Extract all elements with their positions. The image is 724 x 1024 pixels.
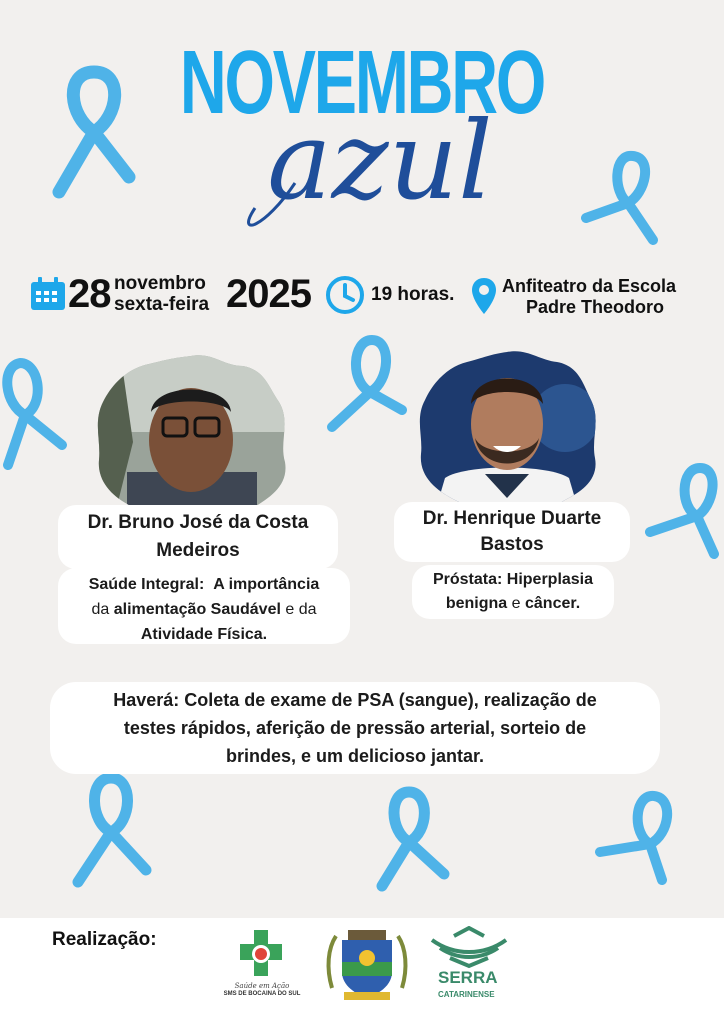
- speaker-name-henrique: [394, 502, 630, 562]
- location-pin-icon: [470, 276, 498, 316]
- speaker-name-line: Bastos: [480, 534, 544, 555]
- topic-bold: benigna: [445, 595, 508, 612]
- note-line: testes rápidos, aferição de pressão arterial, sorteio de: [123, 718, 587, 738]
- calendar-icon: [30, 277, 66, 311]
- ribbon-icon: [642, 460, 724, 560]
- talk-topic-line: Atividade Física.: [140, 626, 268, 643]
- catarinense-logo-text: CATARINENSE: [438, 990, 495, 999]
- event-weekday: sexta-feira: [114, 294, 210, 315]
- speaker-name-line: Medeiros: [156, 540, 240, 561]
- realizacao-label: Realização:: [52, 929, 157, 950]
- event-activities-note: [50, 682, 660, 774]
- speaker-photo-henrique: [415, 348, 599, 512]
- speaker-photo-bruno: [93, 352, 289, 522]
- clock-icon: [325, 275, 365, 315]
- ribbon-icon: [322, 332, 412, 442]
- sms-logo-name: SMS DE BOCAINA DO SUL: [223, 991, 301, 997]
- ribbon-icon: [66, 770, 156, 890]
- ribbon-icon: [592, 788, 692, 888]
- ribbon-icon: [578, 148, 668, 248]
- event-year: 2025: [226, 272, 311, 316]
- event-time: 19 horas.: [371, 284, 455, 305]
- sms-logo-tagline: Saúde em Ação: [234, 982, 290, 990]
- topic-normal: e: [511, 595, 521, 612]
- talk-topic-henrique: [412, 565, 614, 619]
- note-line: brindes, e um delicioso jantar.: [225, 746, 485, 766]
- talk-topic-line: Próstata: Hiperplasia: [432, 571, 594, 588]
- event-venue-line1: Anfiteatro da Escola: [502, 276, 677, 296]
- talk-topic-line: [412, 592, 614, 616]
- speaker-name-bruno: [58, 505, 338, 569]
- serra-logo-text: SERRA: [438, 968, 498, 987]
- speaker-name-line: Dr. Henrique Duarte: [422, 508, 602, 529]
- ribbon-icon: [0, 355, 80, 475]
- municipal-coat-of-arms-logo: [322, 928, 412, 1004]
- talk-topic-bruno: [58, 568, 350, 644]
- speaker-name-line: Dr. Bruno José da Costa: [87, 512, 309, 533]
- topic-normal: e da: [285, 601, 317, 618]
- event-venue-line2: Padre Theodoro: [526, 297, 665, 317]
- topic-normal: da: [91, 601, 110, 618]
- topic-bold: Saúde Integral:: [88, 576, 205, 593]
- talk-topic-line: [58, 572, 350, 597]
- title-azul-script: [225, 88, 535, 248]
- ribbon-icon: [374, 784, 454, 894]
- note-line: Haverá: Coleta de exame de PSA (sangue), realização de: [113, 690, 597, 710]
- title-azul-text: azul: [267, 99, 493, 224]
- topic-bold: alimentação Saudável: [113, 601, 281, 618]
- topic-bold: A importância: [213, 576, 320, 593]
- talk-topic-line: [58, 597, 350, 622]
- event-info-row: [0, 268, 724, 328]
- event-day: 28: [68, 272, 111, 316]
- event-month: novembro: [114, 273, 206, 294]
- title-novembro: NOVEMBRO: [179, 33, 545, 133]
- topic-bold: câncer.: [525, 595, 581, 612]
